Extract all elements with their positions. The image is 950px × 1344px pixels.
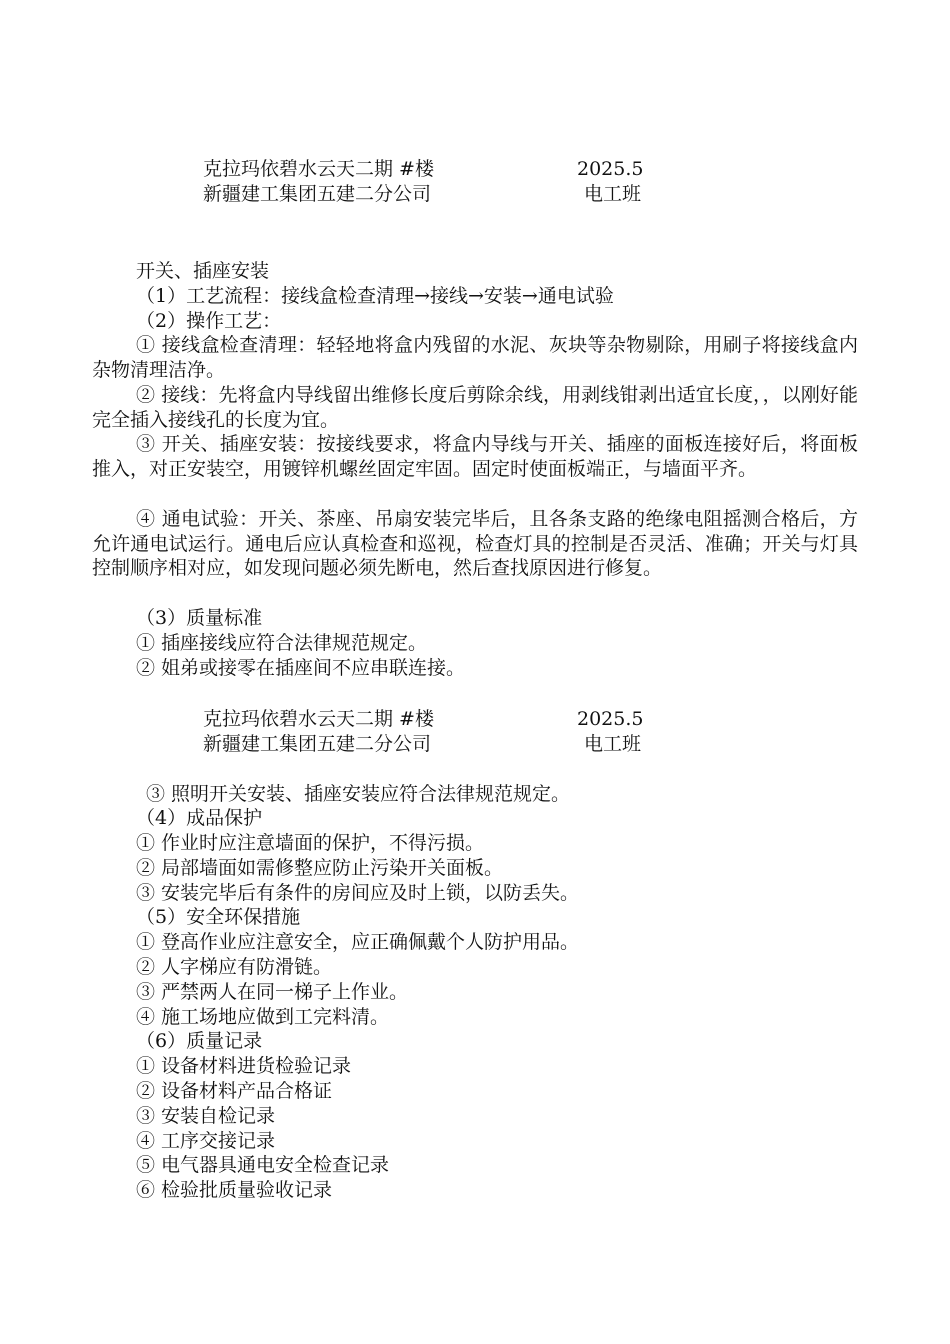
quality-item-1: ① 插座接线应符合法律规范规定。 [136,632,428,654]
record-item-3: ③ 安装自检记录 [136,1105,276,1127]
protection-title: （4）成品保护 [136,807,263,829]
safety-item-1: ① 登高作业应注意安全，应正确佩戴个人防护用品。 [136,931,580,953]
header-project-name: 克拉玛依碧水云天二期 #楼 [203,158,434,180]
quality-item-3: ③ 照明开关安装、插座安装应符合法律规范规定。 [146,783,571,805]
safety-item-2: ② 人字梯应有防滑链。 [136,956,333,978]
record-item-5: ⑤ 电气器具通电安全检查记录 [136,1154,390,1176]
process-flow: （1）工艺流程：接线盒检查清理→接线→安装→通电试验 [136,285,614,307]
operation-step-4: ④ 通电试验：开关、茶座、吊扇安装完毕后，且各条支路的绝缘电阻摇测合格后，方允许通电试运行。通电后应认真检查和巡视，检查灯具的控制是否灵活、准确；开关与灯具控制顺序相对应，如发现问题必须先断电，然后查找原因进行修复。 [92,508,858,579]
section-title: 开关、插座安装 [136,260,270,282]
record-title: （6）质量记录 [136,1030,263,1052]
header-date: 2025.5 [577,158,644,180]
safety-item-4: ④ 施工场地应做到工完料清。 [136,1006,390,1028]
safety-item-3: ③ 严禁两人在同一梯子上作业。 [136,981,409,1003]
header2-date: 2025.5 [577,708,644,730]
quality-item-2: ② 姐弟或接零在插座间不应串联连接。 [136,657,466,679]
record-item-1: ① 设备材料进货检验记录 [136,1055,352,1077]
quality-title: （3）质量标准 [136,607,263,629]
operation-step-2: ② 接线：先将盒内导线留出维修长度后剪除余线，用剥线钳剥出适宜长度，，以刚好能完全插入接线孔的长度为宜。 [92,384,858,431]
safety-title: （5）安全环保措施 [136,906,301,928]
operation-title: （2）操作工艺： [136,310,282,332]
record-item-2: ② 设备材料产品合格证 [136,1080,333,1102]
header2-company: 新疆建工集团五建二分公司 [203,733,432,755]
record-item-6: ⑥ 检验批质量验收记录 [136,1179,333,1201]
protection-item-2: ② 局部墙面如需修整应防止污染开关面板。 [136,857,504,879]
protection-item-3: ③ 安装完毕后有条件的房间应及时上锁，以防丢失。 [136,882,580,904]
operation-step-3: ③ 开关、插座安装：按接线要求，将盒内导线与开关、插座的面板连接好后，将面板推入，对正安装空，用镀锌机螺丝固定牢固。固定时使面板端正，与墙面平齐。 [92,433,858,480]
header-company: 新疆建工集团五建二分公司 [203,183,432,205]
protection-item-1: ① 作业时应注意墙面的保护，不得污损。 [136,832,485,854]
header2-team: 电工班 [584,733,642,755]
header2-project-name: 克拉玛依碧水云天二期 #楼 [203,708,434,730]
header-team: 电工班 [584,183,642,205]
record-item-4: ④ 工序交接记录 [136,1130,276,1152]
operation-step-1: ① 接线盒检查清理：轻轻地将盒内残留的水泥、灰块等杂物剔除，用刷子将接线盒内杂物清理洁净。 [92,334,858,381]
